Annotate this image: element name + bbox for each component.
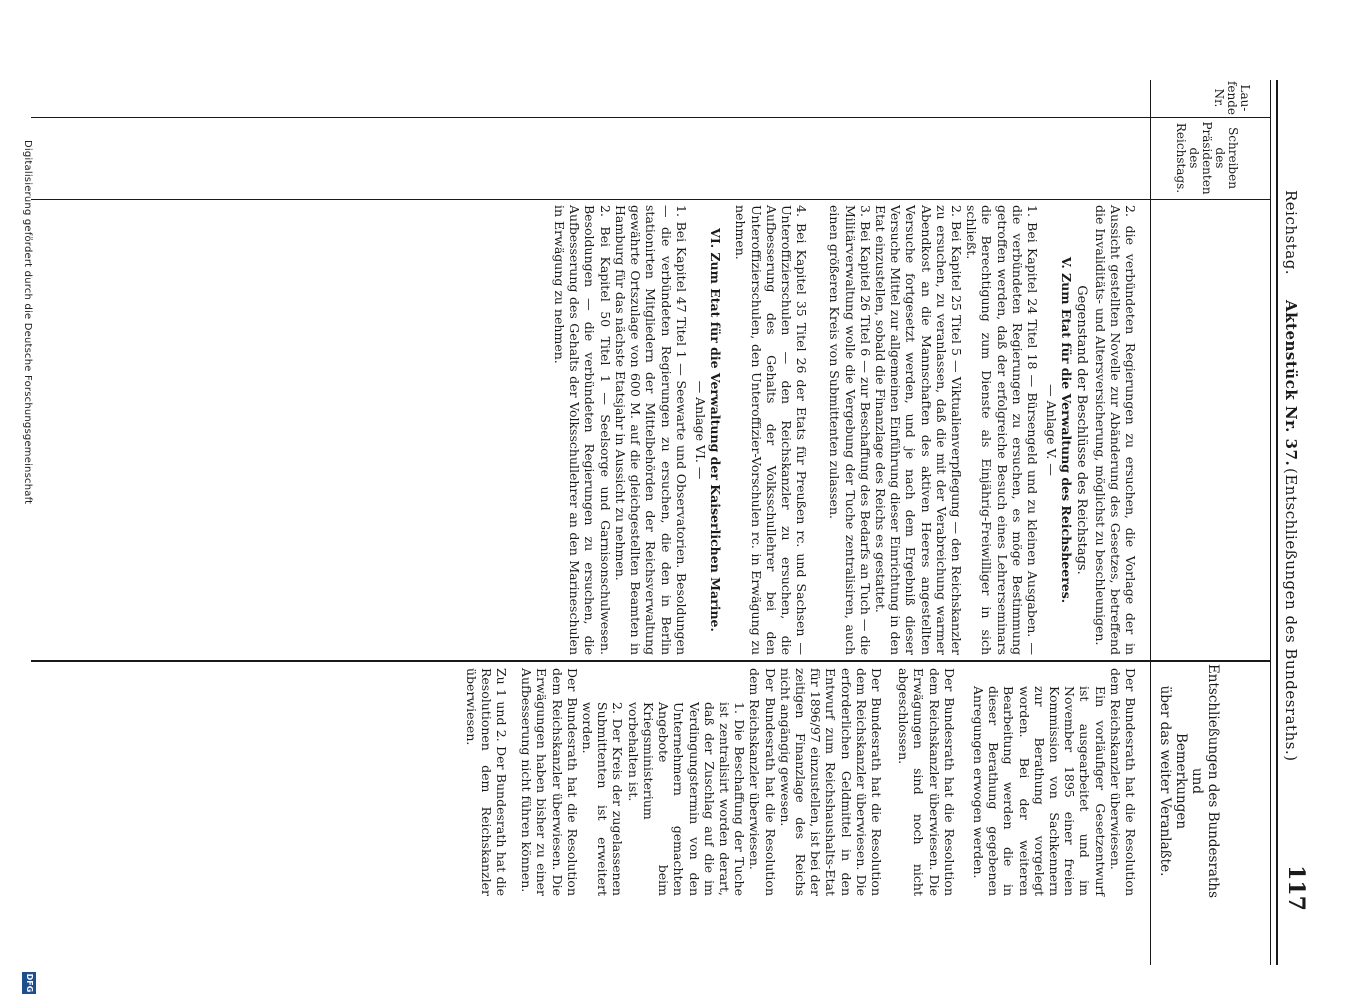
header-subtitle: (Entschließungen des Bundesraths.)	[1282, 468, 1300, 762]
resolution-5: Der Bundesrath hat die Resolution dem Reichskanzler überwiesen. Die Erwägungen haben bisher zu einer Aufbesserung nicht führen können.	[519, 668, 580, 896]
item-heer-4: 4. Bei Kapitel 35 Titel 26 der Etats für Preußen rc. und Sachsen — Unteroffizierschulen — den Reichskanzler zu ersuchen, die Aufbesserung des Gehalts der Volksschullehrer bei den Unteroffizierschulen, den Unteroffizier-Vorschulen rc. in Erwägung zu nehmen.	[733, 205, 810, 655]
item-marine-1: 1. Bei Kapitel 47 Titel 1 — Seewarte und Observatorien. Besoldungen — die verbündeten Regierungen zu ersuchen, die den in Berlin stationirten Mitgliedern der Mittelbehörden der Reichsverwaltung gewährte Ortszulage von 600 M. auf die gleichgestellten Beamten in Hamburg für das nächste Etatsjahr in Aussicht zu nehmen.	[612, 205, 689, 655]
item-invaliditaet: 2. die verbündeten Regierungen zu ersuchen, die Vorlage der in Aussicht gestellten Novelle zur Abänderung des Gesetzes, betreffend die Invaliditäts- und Altersversicherung, möglichst zu beschleunigen.	[1092, 205, 1138, 655]
column-header-entschliessungen: Entschließungen des Bundesraths und Bemerkungen über das weiter Veranlaßte.	[1157, 663, 1221, 899]
dfg-logo: DFG	[22, 972, 36, 994]
column-header-nr: Lau- fende Nr.	[1212, 80, 1252, 116]
resolution-1b: Ein vorläufiger Gesetzentwurf ist ausgearbeitet und im November 1895 einer freien Kommission von Sachkennern zur Berathung vorgelegt worden. Bei der weiteren Bearbeitung werden die in dieser Berathung gegebenen Anregungen erwogen werden.	[970, 686, 1108, 896]
resolution-2: Der Bundesrath hat die Resolution dem Reichskanzler überwiesen. Die Erwägungen sind noch nicht abgeschlossen.	[896, 668, 957, 896]
section-anlage-vi: — Anlage VI. —	[692, 380, 708, 480]
item-marine-2: 2. Bei Kapitel 50 Titel 1 — Seelsorge und Garnisonschulwesen. Besoldungen — die verbündeten Regierungen zu ersuchen, die Aufbesserung des Gehalts der Volksschullehrer an den Marineschulen in Erwägung zu nehmen.	[552, 205, 613, 655]
top-rule	[1276, 80, 1278, 965]
column-divider-gegenstand	[31, 660, 1271, 662]
section-title-marine: VI. Zum Etat für die Verwaltung der Kaiserlichen Marine.	[708, 228, 724, 632]
gegenstand-column	[552, 205, 1138, 655]
column-divider-nr	[31, 117, 1271, 118]
resolution-3: Der Bundesrath hat die Resolution dem Reichskanzler überwiesen. Die erforderlichen Geldmittel in den Entwurf zum Reichshaushalts-Etat für 1896/97 einzustellen, ist bei der zeitigen Finanzlage des Reichs nicht angängig gewesen.	[777, 668, 884, 896]
column-header-schreiben: Schreiben des Präsidenten des Reichstags.	[1174, 121, 1240, 195]
header-title: Aktenstück Nr. 37.	[1282, 300, 1300, 467]
column-header-gegenstand: Gegenstand der Beschlüsse des Reichstags.	[1074, 285, 1089, 575]
column-header-bottom-rule	[1150, 80, 1151, 965]
resolution-4-1: 1. Die Beschaffung der Tuche ist zentralisirt worden derart, daß der Zuschlag auf die im Verdingungstermin von den Unternehmern gemachten Angebote beim Kriegsministerium vorbehalten ist.	[625, 702, 748, 896]
resolution-1a: Der Bundesrath hat die Resolution dem Reichskanzler überwiesen.	[1107, 668, 1138, 896]
page-number: 117	[1283, 865, 1309, 911]
header-rule	[1270, 80, 1271, 965]
section-anlage-v: — Anlage V. —	[1044, 384, 1060, 476]
item-heer-1: 1. Bei Kapitel 24 Titel 18 — Bürsengeld und zu kleinen Ausgaben. — die verbündeten Regierungen zu ersuchen, es möge Bestimmung getroffen werden, daß der erfolgreiche Besuch eines Lehrerseminars die Berechtigung zum Dienste als Einjährig-Freiwilliger in sich schließt.	[964, 205, 1040, 655]
resolution-4: Der Bundesrath hat die Resolution dem Reichskanzler überwiesen.	[747, 668, 778, 896]
digitization-note: Digitalisierung gefördert durch die Deutsche Forschungsgemeinschaft	[22, 140, 33, 505]
resolution-4-2: 2. Der Kreis der zugelassenen Submittenten ist erweitert worden.	[580, 702, 626, 896]
entschliessungen-column	[463, 668, 1138, 896]
section-title-heer: V. Zum Etat für die Verwaltung des Reichsheeres.	[1059, 256, 1075, 604]
header-left: Reichstag.	[1282, 190, 1300, 276]
item-heer-2: 2. Bei Kapitel 25 Titel 5 — Viktualienverpflegung — den Reichskanzler zu ersuchen, zu veranlassen, daß die mit der Verabreichung warmer Abendkost an die Mannschaften des aktiven Heeres angestellten Versuche fortgesetzt werden, und je nach dem Ergebniß dieser Versuche Mittel zur allgemeinen Einführung dieser Einrichtung in den Etat einzustellen, sobald die Finanzlage des Reichs es gestattet.	[872, 205, 964, 655]
resolution-6: Zu 1 und 2. Der Bundesrath hat die Resolutionen dem Reichskanzler überwiesen.	[463, 668, 510, 896]
item-heer-3: 3. Bei Kapitel 26 Titel 6 — zur Beschaffung des Bedarfs an Tuch — die Militärverwaltung wolle die Vergebung der Tuche zentralisiren, auch einen größeren Kreis von Submittenten zulassen.	[827, 205, 873, 655]
